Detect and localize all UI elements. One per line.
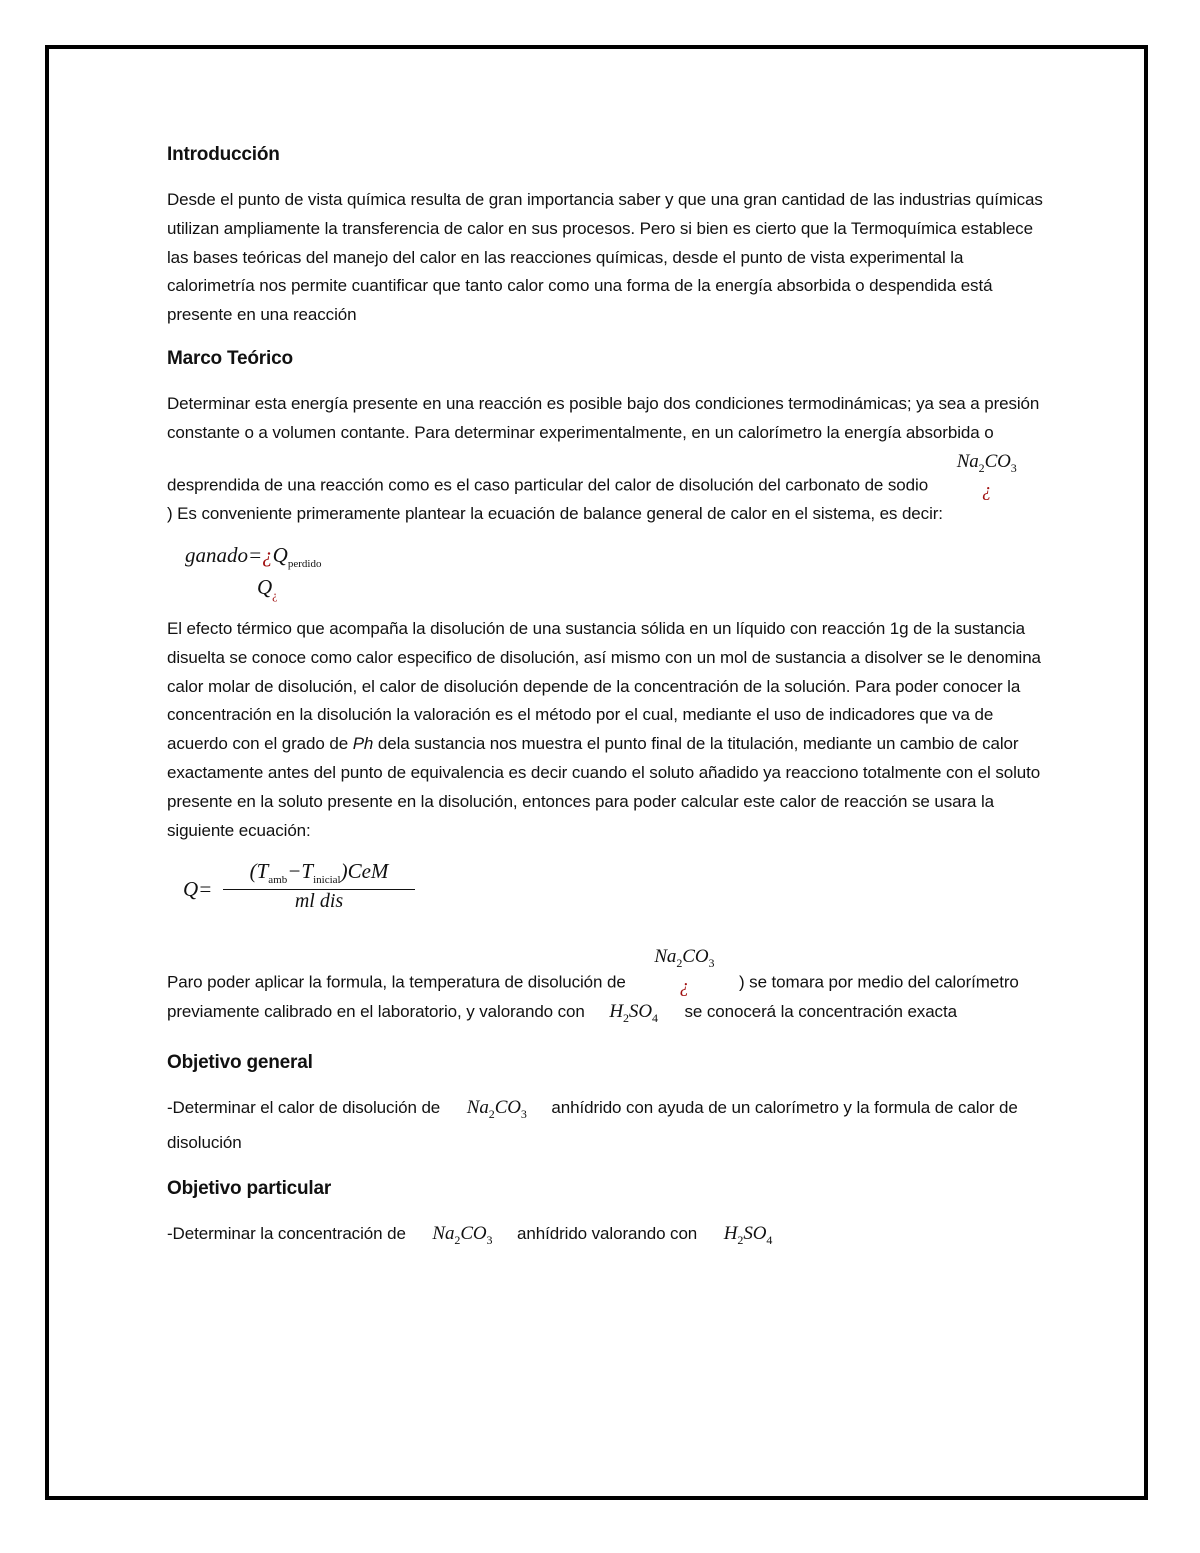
heat-balance-equation <box>185 543 1047 603</box>
inverted-question-mark-2: ¿ <box>679 975 690 997</box>
q-equals: Q= <box>183 877 213 902</box>
objetivo-general-heading: Objetivo general <box>167 1052 313 1074</box>
marco-p1-text-a: Determinar esta energía presente en una reacción es posible bajo dos condiciones termodinámicas; ya sea a presión constante o a volumen contante. Para determinar experimentalmente, en un calorímetro la energía absorbida o desprendida de una reacción como es el caso particular del calor de disolución del carbonato de sodio <box>167 393 1040 495</box>
na2co3-formula-2: $Na_2CO_3$ ¿ <box>654 946 715 997</box>
q-fraction <box>223 859 415 912</box>
marco-p1-text-b: ) Es conveniente primeramente plantear la ecuación de balance general de calor en el sistema, es decir: <box>167 504 943 524</box>
q-numerator: $(T_{amb}-T_{inicial})CeM$ <box>223 859 415 889</box>
objetivo-particular-heading: Objetivo particular <box>167 1177 332 1199</box>
h2so4-formula: $H_2SO_4$ <box>609 1000 658 1025</box>
marco-paragraph-2: El efecto térmico que acompaña la disolución de una sustancia sólida en un líquido con reacción 1g de la sustancia disuelta se conoce como calor especifico de disolución, así mismo con un mol de sustancia a disolver se le denomina calor molar de disolución, el calor de disolución depende de la concentración de la solución. Para poder conocer la concentración en la disolución la valoración es el método por el cual, mediante el uso de indicadores que va de acuerdo con el grado de Ph dela sustancia nos muestra el punto final de la titulación, mediante un cambio de calor exactamente antes del punto de equivalencia es decir cuando el soluto añadido ya reacciono totalmente con el soluto presente en la soluto presente en la disolución, entonces para poder calcular este calor de reacción se usara la siguiente ecuación: <box>167 618 1041 840</box>
ph-term: Ph <box>352 734 374 754</box>
objetivo-general-text: -Determinar el calor de disolución de $Na_2CO_3$ anhídrido con ayuda de un calorímetro y la formula de calor de disolución <box>167 1097 1018 1152</box>
q-denominator: ml dis <box>294 889 344 912</box>
marco-heading: Marco Teórico <box>167 347 293 369</box>
inverted-question-mark: ¿ <box>981 480 992 502</box>
objetivo-particular-text: -Determinar la concentración de $Na_2CO_3$ anhídrido valorando con $H_2SO_4$ <box>167 1222 773 1247</box>
marco-paragraph-1 <box>167 390 1047 529</box>
na2co3-formula <box>957 448 1017 501</box>
heat-balance-top: $ganado=¿Q_{perdido}$ <box>185 542 322 571</box>
na2co3-formula-4: $Na_2CO_3$ <box>432 1222 493 1247</box>
marco-paragraph-3: Paro poder aplicar la formula, la temperatura de disolución de $Na_2CO_3$ ¿ ) se tomara por medio del calorímetro previamente calibrado en el laboratorio, y valorando con $H_2SO_4$ se conocerá la concentración exacta <box>167 943 1047 1032</box>
na2co3-formula-3: $Na_2CO_3$ <box>466 1097 527 1122</box>
intro-heading: Introducción <box>167 144 280 165</box>
na2co3-top: $Na_2CO_3$ <box>956 450 1017 475</box>
intro-paragraph: Desde el punto de vista química resulta de gran importancia saber y que una gran cantidad de las industrias químicas utilizan ampliamente la transferencia de calor en sus procesos. Pero si bien es cierto que la Termoquímica establece las bases teóricas del manejo del calor en las reacciones químicas, desde el punto de vista experimental la calorimetría nos permite cuantificar que tanto calor como una forma de la energía absorbida o despendida está presente en una reacción <box>167 190 1043 325</box>
h2so4-formula-2: $H_2SO_4$ <box>723 1222 773 1247</box>
heat-balance-bottom: $Q_¿$ <box>257 574 278 603</box>
q-equation <box>183 859 1047 921</box>
document-body <box>167 140 1047 1254</box>
